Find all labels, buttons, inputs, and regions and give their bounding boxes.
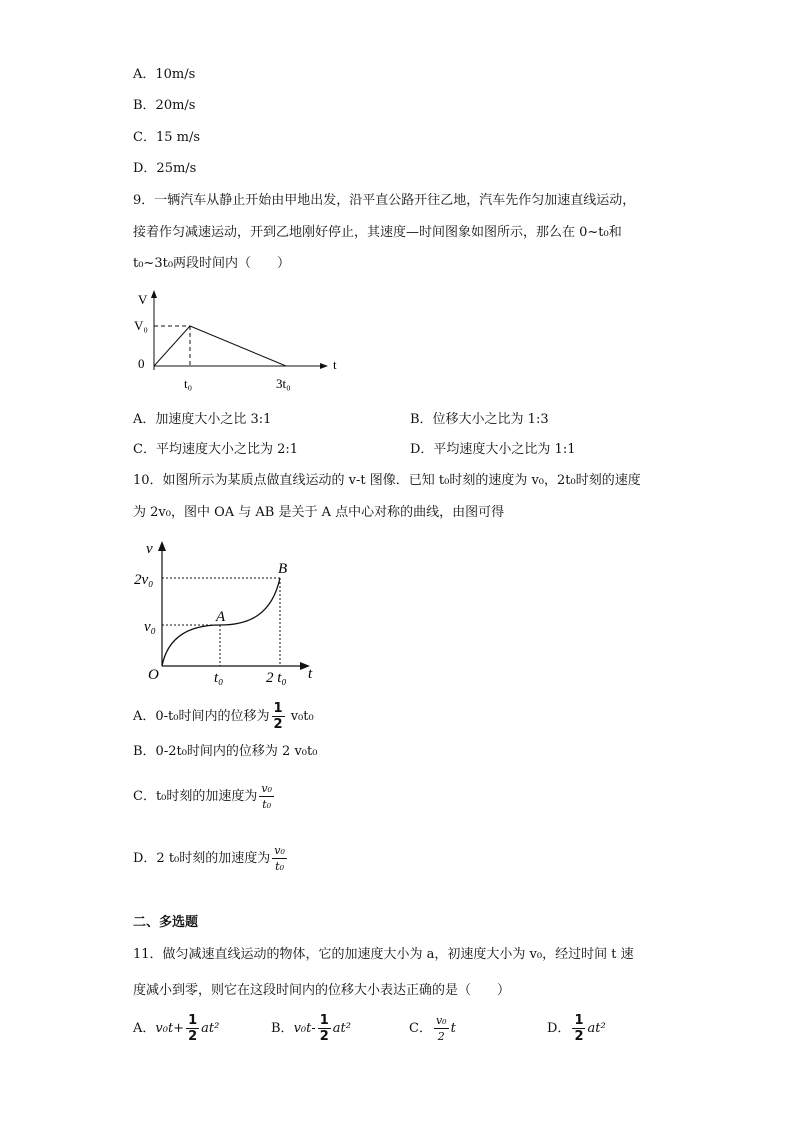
q10-t-label: t xyxy=(308,666,313,682)
q8-option-a: A．10m/s xyxy=(133,67,196,82)
fraction-denominator: t₀ xyxy=(262,798,272,811)
q9-x-arrow xyxy=(320,363,328,369)
fraction-denominator: 2 xyxy=(188,1029,198,1044)
q11-option-b-fraction xyxy=(318,1013,331,1044)
q10-option-c-fraction xyxy=(259,781,274,812)
q10-option-a-suffix: v₀t₀ xyxy=(290,709,314,724)
q10-point-a-label: A xyxy=(216,609,226,625)
q10-v-label: v xyxy=(146,541,153,557)
q9-t-label: t xyxy=(333,357,337,372)
q11-option-a-suffix: at² xyxy=(201,1021,220,1036)
q10-option-a-fraction xyxy=(272,701,285,732)
q10-option-a-prefix: A．0-t₀时间内的位移为 xyxy=(133,709,270,724)
q10-2t0-label: 2 t₀ xyxy=(266,670,287,686)
q11-option-a-fraction xyxy=(186,1013,199,1044)
q9-v0-label: V₀ xyxy=(134,318,148,333)
q10-y-arrow xyxy=(158,541,166,551)
q10-vt-graph xyxy=(130,536,330,688)
fraction-numerator: 1 xyxy=(319,1013,329,1028)
q11-option-c-fraction xyxy=(434,1013,449,1044)
q8-option-c: C．15 m/s xyxy=(133,130,200,145)
q10-option-a xyxy=(133,700,314,734)
q11-option-b xyxy=(271,1012,351,1046)
fraction-denominator: 2 xyxy=(273,717,283,732)
q11-option-d xyxy=(547,1012,606,1046)
q8-option-b: B．20m/s xyxy=(133,98,196,113)
q10-option-c xyxy=(133,780,276,814)
q9-accel-line xyxy=(154,326,190,366)
section-title: 二、多选题 xyxy=(133,915,199,930)
q9-y-arrow xyxy=(151,290,157,298)
q11-option-c xyxy=(409,1012,456,1046)
q9-option-d: D．平均速度大小之比为 1:1 xyxy=(410,442,576,457)
q10-option-c-prefix: C．t₀时刻的加速度为 xyxy=(133,789,258,804)
q10-option-d-fraction xyxy=(272,843,287,874)
fraction-numerator: v₀ xyxy=(261,782,273,795)
q11-option-d-label: D． xyxy=(547,1021,571,1036)
q9-stem-line2: 接着作匀减速运动，开到乙地刚好停止，其速度—时间图象如图所示，那么在 0~t₀和 xyxy=(133,225,622,240)
fraction-denominator: 2 xyxy=(437,1030,445,1043)
q11-stem-line2: 度减小到零，则它在这段时间内的位移大小表达正确的是（ ） xyxy=(133,983,511,998)
q10-v0-label: v₀ xyxy=(144,619,156,635)
q9-stem-line1: 9．一辆汽车从静止开始由甲地出发，沿平直公路开往乙地，汽车先作匀加速直线运动， xyxy=(133,193,636,208)
q10-curve-ab xyxy=(220,578,280,625)
fraction-numerator: 1 xyxy=(273,701,283,716)
q10-option-d-prefix: D．2 t₀时刻的加速度为 xyxy=(133,851,271,866)
q9-vt-graph xyxy=(128,288,358,398)
q10-curve-oa xyxy=(162,625,220,666)
q9-origin-label: 0 xyxy=(138,356,145,371)
fraction-numerator: v₀ xyxy=(274,844,285,857)
q11-option-b-prefix: v₀t- xyxy=(293,1021,316,1036)
fraction-numerator: 1 xyxy=(574,1013,584,1028)
q10-2v0-label: 2v₀ xyxy=(134,572,154,588)
q11-option-d-fraction xyxy=(572,1013,585,1044)
q11-option-c-suffix: t xyxy=(450,1021,456,1036)
q9-decel-line xyxy=(190,326,286,366)
fraction-numerator: v₀ xyxy=(435,1014,447,1027)
q10-option-d xyxy=(133,842,289,876)
q9-stem-line3: t₀~3t₀两段时间内（ ） xyxy=(133,256,291,271)
q9-3t0-label: 3t₀ xyxy=(276,376,291,391)
q9-option-c: C．平均速度大小之比为 2:1 xyxy=(133,442,299,457)
q9-t0-label: t₀ xyxy=(184,376,193,391)
fraction-denominator: t₀ xyxy=(275,860,284,873)
fraction-numerator: 1 xyxy=(188,1013,198,1028)
q10-t0-label: t₀ xyxy=(214,670,224,686)
q11-option-a xyxy=(133,1012,219,1046)
q10-option-b: B．0-2t₀时间内的位移为 2 v₀t₀ xyxy=(133,744,318,759)
q10-point-b-label: B xyxy=(278,561,288,577)
q10-stem-line2: 为 2v₀，图中 OA 与 AB 是关于 A 点中心对称的曲线，由图可得 xyxy=(133,505,505,520)
q9-option-a: A．加速度大小之比 3:1 xyxy=(133,412,272,427)
q11-option-d-suffix: at² xyxy=(587,1021,606,1036)
q9-option-b: B．位移大小之比为 1:3 xyxy=(410,412,549,427)
q10-origin-label: O xyxy=(148,667,159,683)
q11-option-b-label: B． xyxy=(271,1021,294,1036)
fraction-denominator: 2 xyxy=(574,1029,584,1044)
fraction-denominator: 2 xyxy=(319,1029,329,1044)
q11-option-a-label: A． xyxy=(133,1021,156,1036)
q11-option-b-suffix: at² xyxy=(332,1021,351,1036)
q10-stem-line1: 10．如图所示为某质点做直线运动的 v-t 图像．已知 t₀时刻的速度为 v₀，2t₀时刻的速度 xyxy=(133,473,641,488)
q11-stem-line1: 11．做匀减速直线运动的物体，它的加速度大小为 a，初速度大小为 v₀，经过时间 t 速 xyxy=(133,947,634,962)
q9-v-label: V xyxy=(138,292,148,307)
q11-option-a-prefix: v₀t+ xyxy=(155,1021,185,1036)
q11-option-c-label: C． xyxy=(409,1021,432,1036)
q8-option-d: D．25m/s xyxy=(133,161,197,176)
